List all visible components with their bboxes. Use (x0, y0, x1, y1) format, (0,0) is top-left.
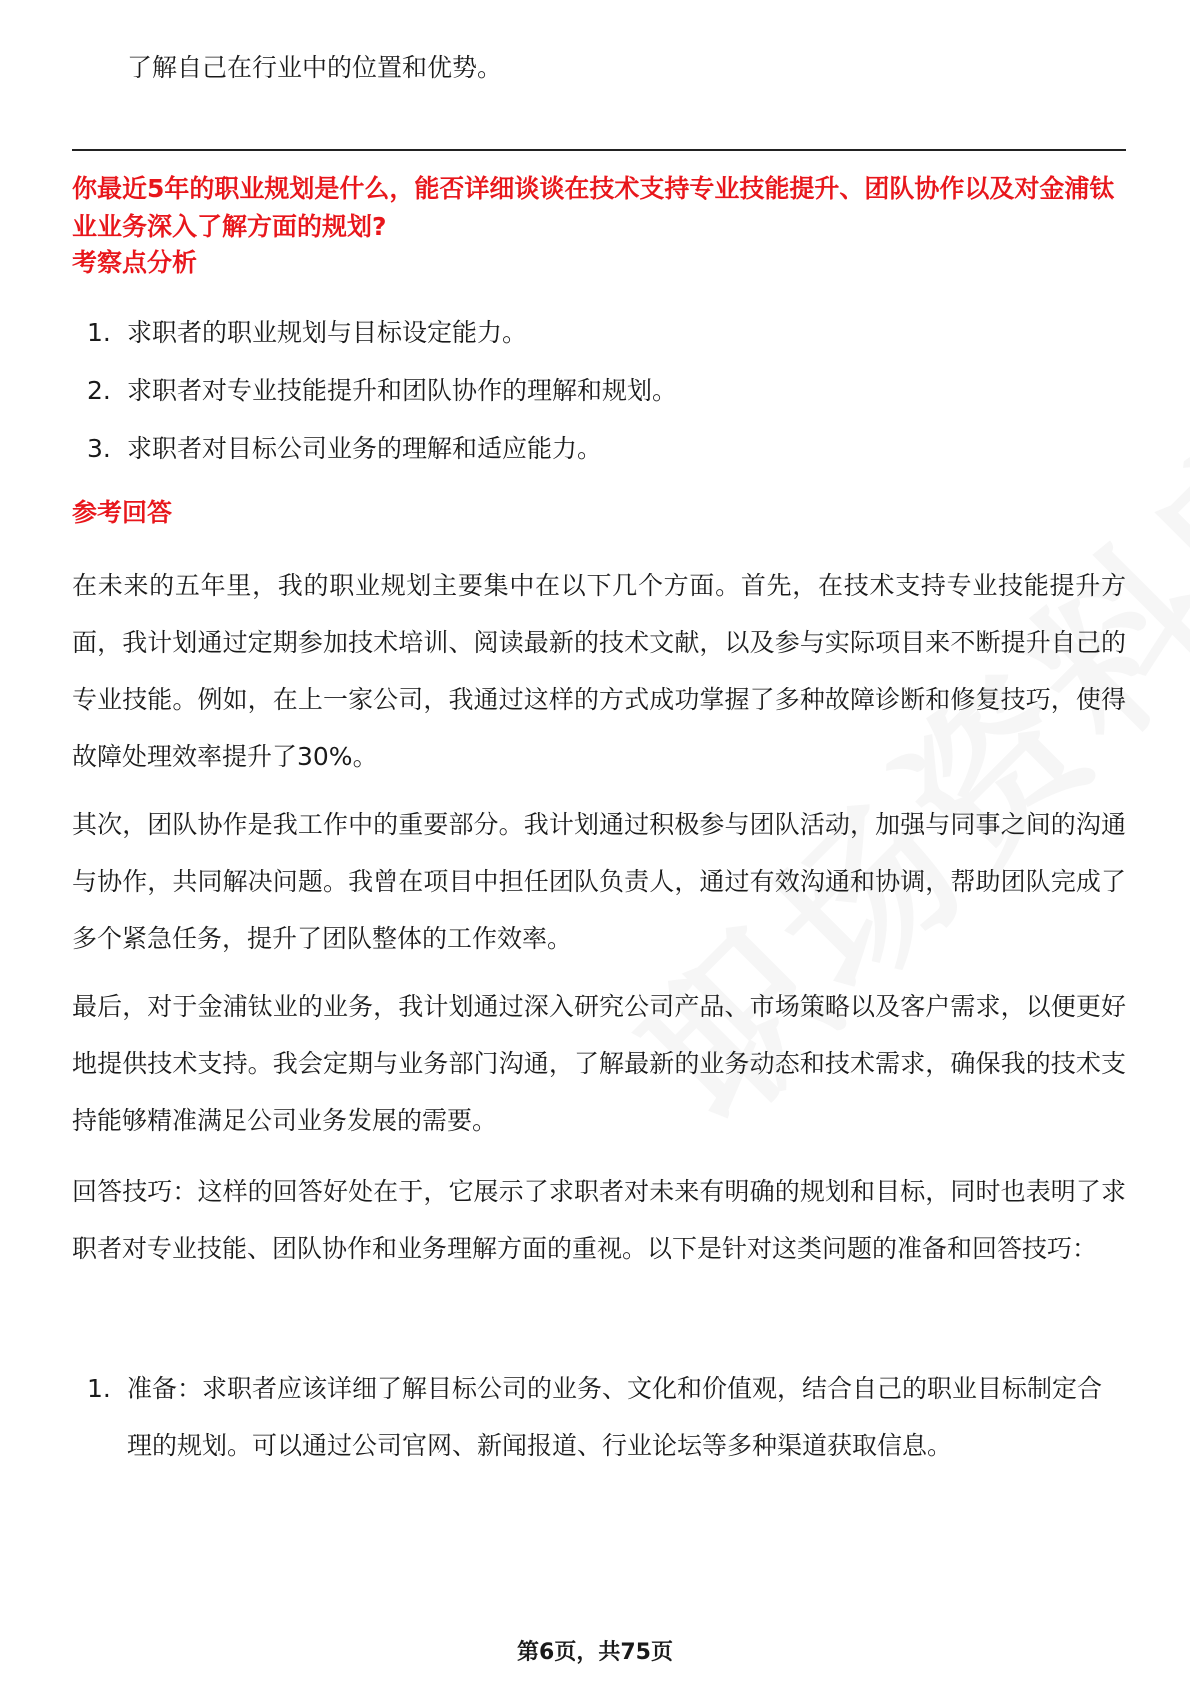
list-item (72, 304, 1126, 362)
list-item-text: 求职者对目标公司业务的理解和适应能力。 (127, 434, 603, 463)
page-footer: 第6页，共75页 (517, 1640, 673, 1665)
continuation-text: 了解自己在行业中的位置和优势。 (127, 53, 503, 82)
analysis-title: 考察点分析 (72, 248, 198, 277)
list-item (72, 420, 1126, 478)
answer-paragraph: 在未来的五年里，我的职业规划主要集中在以下几个方面。首先，在技术支持专业技能提升方面，我计划通过定期参加技术培训、阅读最新的技术文献，以及参与实际项目来不断提升自己的专业技能。例如，在上一家公司，我通过这样的方式成功掌握了多种故障诊断和修复技巧，使得故障处理效率提升了30%。 (72, 571, 1126, 771)
analysis-list (72, 304, 1126, 478)
list-item-text: 准备：求职者应该详细了解目标公司的业务、文化和价值观，结合自己的职业目标制定合理的规划。可以通过公司官网、新闻报道、行业论坛等多种渠道获取信息。 (127, 1374, 1103, 1460)
answer-tips-paragraph: 回答技巧：这样的回答好处在于，它展示了求职者对未来有明确的规划和目标，同时也表明了求职者对专业技能、团队协作和业务理解方面的重视。以下是针对这类问题的准备和回答技巧： (72, 1177, 1126, 1263)
list-item-text: 求职者对专业技能提升和团队协作的理解和规划。 (127, 376, 678, 405)
list-number: 1. (87, 1374, 111, 1403)
list-item-text: 求职者的职业规划与目标设定能力。 (127, 318, 528, 347)
list-number: 2. (87, 376, 111, 405)
list-number: 1. (87, 318, 111, 347)
answer-title: 参考回答 (72, 498, 173, 527)
answer-paragraph: 其次，团队协作是我工作中的重要部分。我计划通过积极参与团队活动，加强与同事之间的沟通与协作，共同解决问题。我曾在项目中担任团队负责人，通过有效沟通和协调，帮助团队完成了多个紧急任务，提升了团队整体的工作效率。 (72, 810, 1126, 953)
question-heading: 你最近5年的职业规划是什么，能否详细谈谈在技术支持专业技能提升、团队协作以及对金浦钛业业务深入了解方面的规划? (72, 174, 1115, 241)
tips-list (72, 1360, 1126, 1474)
list-item (72, 1360, 1126, 1474)
divider-line (72, 149, 1126, 151)
list-number: 3. (87, 434, 111, 463)
answer-paragraph: 最后，对于金浦钛业的业务，我计划通过深入研究公司产品、市场策略以及客户需求，以便更好地提供技术支持。我会定期与业务部门沟通，了解最新的业务动态和技术需求，确保我的技术支持能够精准满足公司业务发展的需要。 (72, 992, 1126, 1135)
list-item (72, 362, 1126, 420)
